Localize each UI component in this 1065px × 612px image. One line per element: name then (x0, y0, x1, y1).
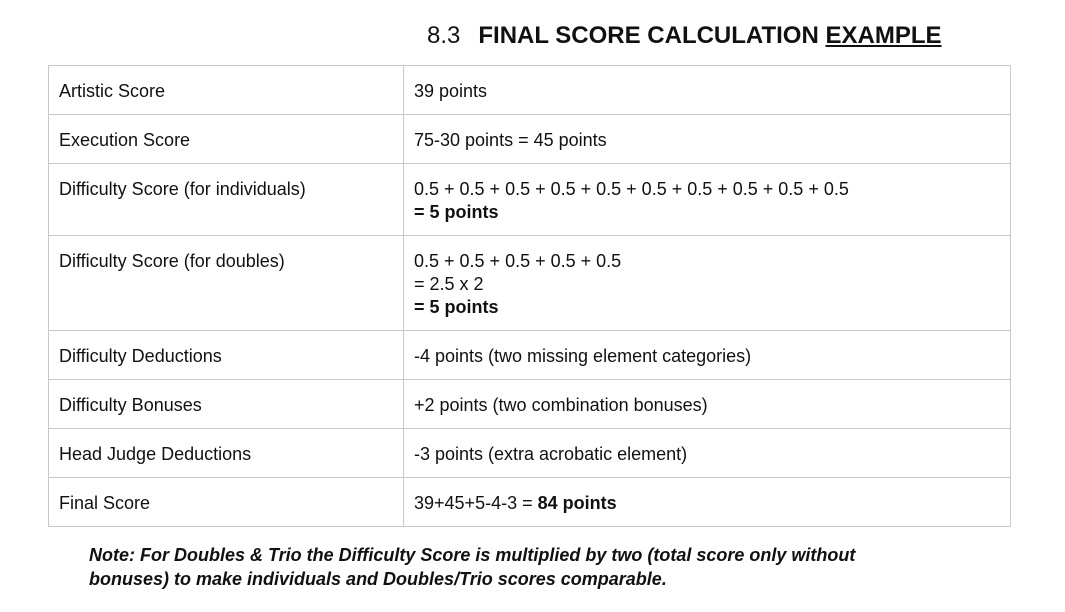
row-label: Head Judge Deductions (49, 429, 404, 478)
value-line: 75-30 points = 45 points (414, 130, 607, 150)
footnote (89, 543, 989, 591)
table-row (49, 236, 1011, 331)
section-number: 8.3 (427, 22, 461, 49)
row-value (404, 115, 1011, 164)
row-label: Difficulty Score (for individuals) (49, 164, 404, 236)
final-score-formula: 39+45+5-4-3 = (414, 493, 538, 513)
row-label: Difficulty Bonuses (49, 380, 404, 429)
row-label: Artistic Score (49, 66, 404, 115)
row-value (404, 429, 1011, 478)
value-line: -3 points (extra acrobatic element) (414, 444, 688, 464)
row-value (404, 380, 1011, 429)
table-row (49, 331, 1011, 380)
value-line: +2 points (two combination bonuses) (414, 395, 708, 415)
row-value (404, 164, 1011, 236)
table-row (49, 380, 1011, 429)
row-value (404, 236, 1011, 331)
row-value (404, 478, 1011, 527)
table-row (49, 429, 1011, 478)
section-heading (427, 22, 942, 50)
value-line: 0.5 + 0.5 + 0.5 + 0.5 + 0.5 (414, 251, 622, 271)
value-result-line: = 5 points (414, 297, 499, 317)
value-line: = 2.5 x 2 (414, 274, 484, 294)
value-line: -4 points (two missing element categories) (414, 346, 752, 366)
value-result-line: = 5 points (414, 202, 499, 222)
section-title: FINAL SCORE CALCULATION (478, 22, 819, 49)
row-value (404, 331, 1011, 380)
value-line (414, 492, 1000, 515)
row-value (404, 66, 1011, 115)
section-title-underlined: EXAMPLE (825, 22, 942, 49)
row-label: Difficulty Score (for doubles) (49, 236, 404, 331)
row-label: Difficulty Deductions (49, 331, 404, 380)
table-row-final-score (49, 478, 1011, 527)
table-row (49, 66, 1011, 115)
table-row (49, 164, 1011, 236)
value-line: 0.5 + 0.5 + 0.5 + 0.5 + 0.5 + 0.5 + 0.5 + 0.5 + 0.5 + 0.5 (414, 179, 849, 199)
score-calculation-table (48, 65, 1011, 527)
footnote-line: bonuses) to make individuals and Doubles/Trio scores comparable. (89, 569, 667, 589)
row-label: Execution Score (49, 115, 404, 164)
footnote-line: Note: For Doubles & Trio the Difficulty Score is multiplied by two (total score only without (89, 545, 856, 565)
final-score-total: 84 points (537, 493, 617, 513)
table-row (49, 115, 1011, 164)
value-line: 39 points (414, 81, 488, 101)
row-label: Final Score (49, 478, 404, 527)
